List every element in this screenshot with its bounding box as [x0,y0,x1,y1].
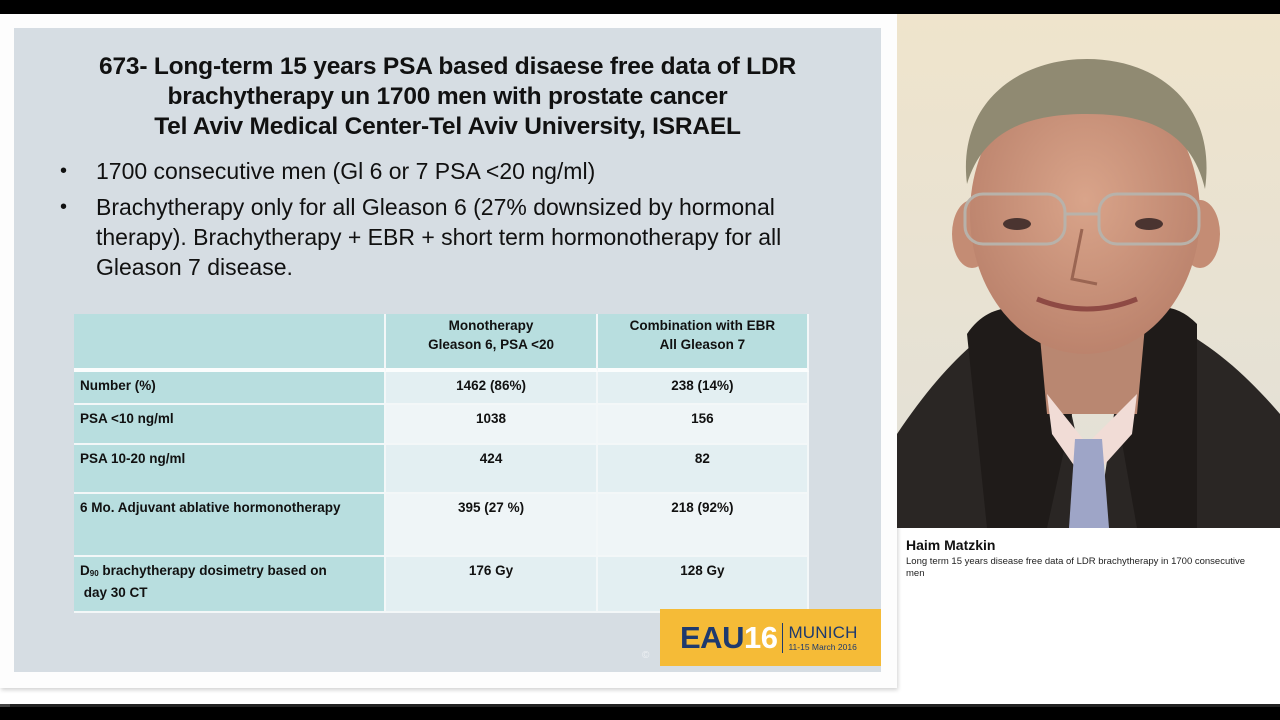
slide-frame [0,14,897,688]
bullet-icon: • [60,196,68,218]
top-letterbox [0,0,1280,14]
cell-combination: 218 (92%) [598,494,809,557]
results-table [74,314,809,613]
slide-title [14,52,881,142]
row-label: Number (%) [74,372,386,405]
copyright-mark: © [642,650,650,661]
speaker-info [906,536,1266,579]
row-label [74,557,386,613]
cell-monotherapy: 424 [386,445,597,494]
row-label-subscript: 90 [89,569,99,578]
speaker-portrait-icon [897,14,1280,528]
table-row [74,494,809,557]
table-row [74,445,809,494]
table-header-monotherapy [386,314,597,372]
table-header-row [74,314,809,372]
speaker-name: Haim Matzkin [906,537,996,553]
row-label: PSA <10 ng/ml [74,405,386,445]
row-label: PSA 10-20 ng/ml [74,445,386,494]
bullet-item [60,156,840,186]
header-line: All Gleason 7 [659,337,746,352]
presentation-slide [14,28,881,672]
cell-combination: 156 [598,405,809,445]
speaker-video [897,14,1280,528]
slide-title-line-3: Tel Aviv Medical Center-Tel Aviv University, ISRAEL [154,113,741,140]
table-header-empty [74,314,386,372]
seek-progress [0,704,10,707]
table-header-combination [598,314,809,372]
logo-divider [782,623,783,653]
bullet-icon: • [60,160,68,182]
bullet-item [60,192,840,282]
video-seek-bar[interactable] [0,704,1280,720]
bullet-list [60,156,840,288]
logo-year: 16 [743,619,778,655]
slide-title-line-2: brachytherapy un 1700 men with prostate cancer [167,83,728,110]
table-row [74,405,809,445]
logo-dates: 11-15 March 2016 [788,641,857,652]
cell-combination: 128 Gy [598,557,809,613]
header-line: Monotherapy [448,318,534,333]
header-line: Combination with EBR [629,318,776,333]
table-row [74,372,809,405]
bullet-text: 1700 consecutive men (Gl 6 or 7 PSA <20 ng/ml) [96,158,596,184]
row-label-line-2: day 30 CT [80,585,148,600]
row-label-prefix: D [80,563,90,578]
talk-description: Long term 15 years disease free data of LDR brachytherapy in 1700 consecutive men [906,556,1246,579]
logo-city: MUNICH [788,622,858,642]
header-line: Gleason 6, PSA <20 [428,337,555,352]
video-stage [0,14,1280,704]
row-label-text: brachytherapy dosimetry based on [98,563,327,578]
row-label: 6 Mo. Adjuvant ablative hormonotherapy [74,494,386,557]
seek-track[interactable] [0,704,1280,707]
logo-brand: EAU [680,619,744,655]
logo-location [788,624,857,652]
bullet-text: Brachytherapy only for all Gleason 6 (27% downsized by hormonal therapy). Brachytherapy + EBR + short term hormonotherapy for all Gleason 7 disease. [96,194,782,280]
table-row [74,557,809,613]
slide-title-line-1: 673- Long-term 15 years PSA based disaese free data of LDR [99,53,796,80]
eau-congress-logo [660,609,881,666]
cell-combination: 238 (14%) [598,372,809,405]
cell-monotherapy: 1038 [386,405,597,445]
cell-monotherapy: 176 Gy [386,557,597,613]
cell-combination: 82 [598,445,809,494]
cell-monotherapy: 1462 (86%) [386,372,597,405]
cell-monotherapy: 395 (27 %) [386,494,597,557]
